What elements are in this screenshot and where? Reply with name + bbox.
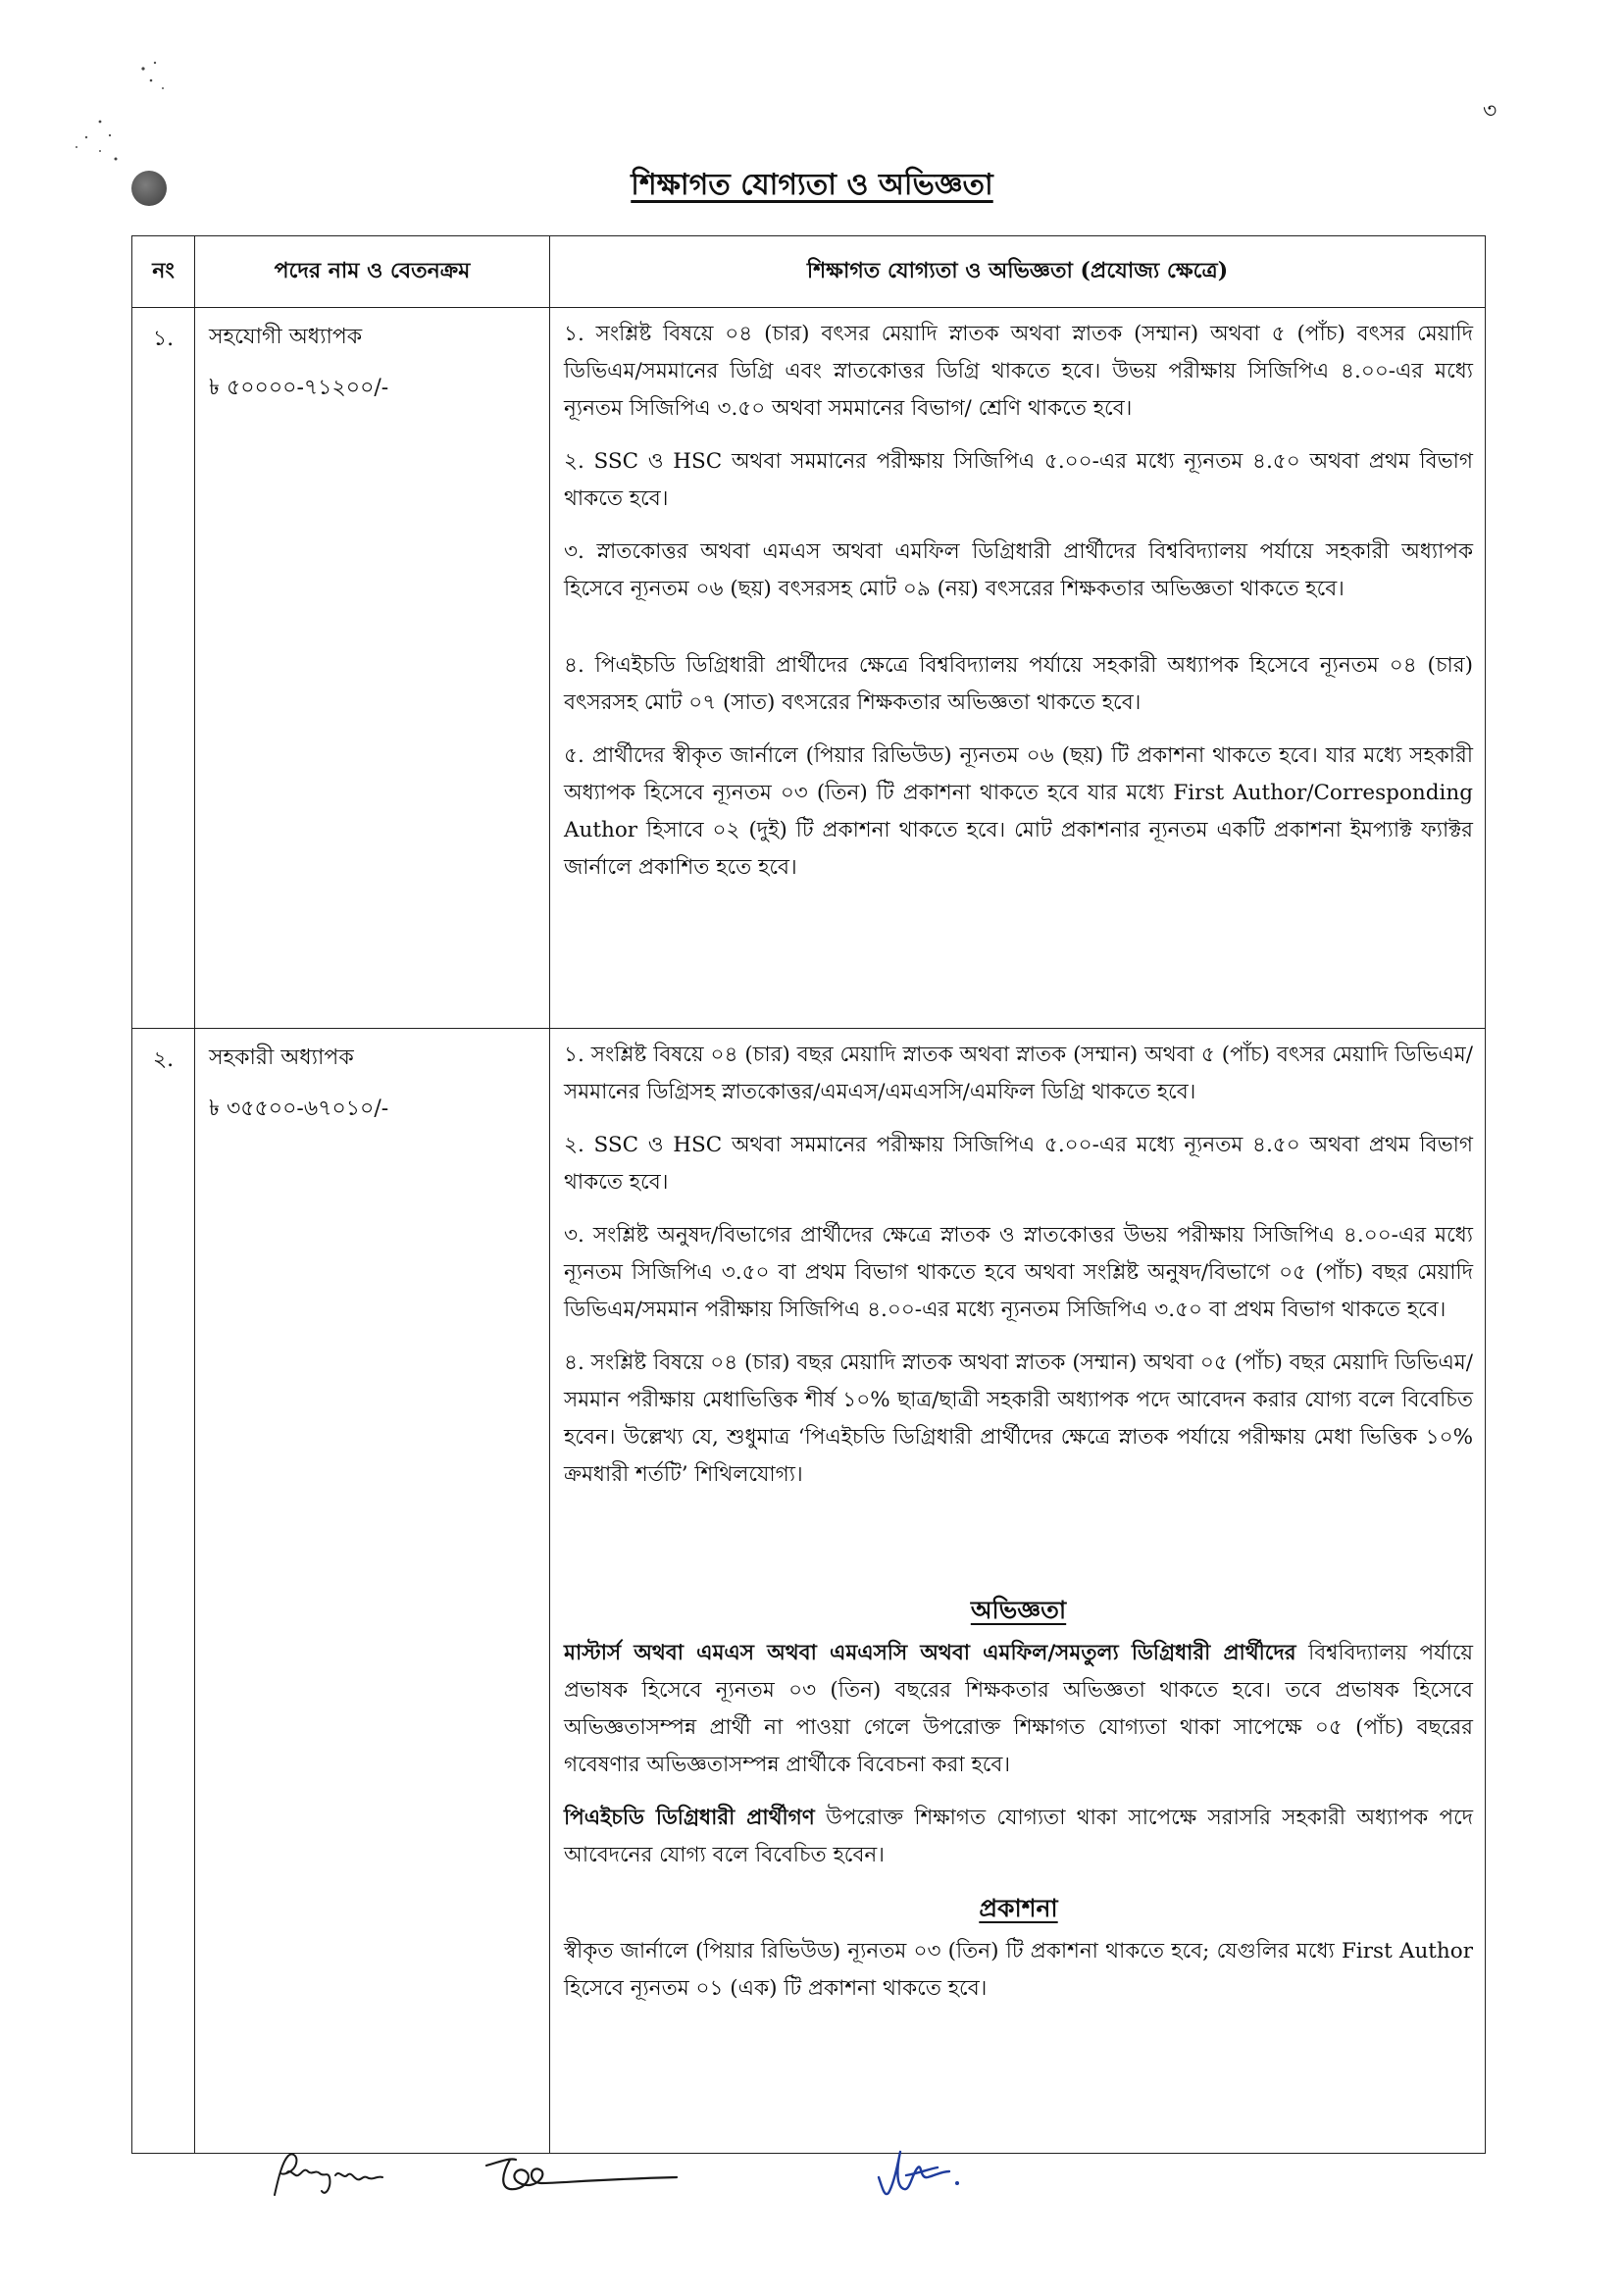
row-serial: ১. (132, 308, 195, 1029)
page-title: শিক্ষাগত যোগ্যতা ও অভিজ্ঞতা (631, 168, 993, 202)
qualification-cell (550, 308, 1486, 1029)
phd-lead: পিএইচডি ডিগ্রিধারী প্রার্থীগণ (564, 1806, 815, 1830)
phd-paragraph (564, 1800, 1473, 1874)
pay-scale: ৳ ৫০০০০-৭১২০০/- (209, 376, 389, 400)
row-serial: ২. (132, 1029, 195, 2154)
post-cell (195, 1029, 550, 2154)
header-qualification: শিক্ষাগত যোগ্যতা ও অভিজ্ঞতা (প্রযোজ্য ক্ষেত্রে) (550, 236, 1486, 308)
post-cell (195, 308, 550, 1029)
experience-text: বিশ্ববিদ্যালয় পর্যায়ে প্রভাষক হিসেবে ন্যূনতম ০৩ (তিন) বছরের শিক্ষকতার অভিজ্ঞতা থাকতে হবে। তবে প্রভাষক হিসেবে অভিজ্ঞতাসম্পন্ন প্রার্থী না পাওয়া গেলে উপরোক্ত শিক্ষাগত যোগ্যতা থাকা সাপেক্ষে ০৫ (পাঁচ) বছরের গবেষণার অভিজ্ঞতাসম্পন্ন প্রার্থীকে বিবেচনা করা হবে। (564, 1641, 1474, 1777)
signature-2 (481, 2144, 686, 2203)
experience-lead: মাস্টার্স অথবা এমএস অথবা এমএসসি অথবা এমফিল/সমতুল্য ডিগ্রিধারী প্রার্থীদের (564, 1641, 1296, 1665)
qualification-point: ৪. পিএইচডি ডিগ্রিধারী প্রার্থীদের ক্ষেত্রে বিশ্ববিদ্যালয় পর্যায়ে সহকারী অধ্যাপক হিসেবে ন্যূনতম ০৪ (চার) বৎসরসহ মোট ০৭ (সাত) বৎসরের শিক্ষকতার অভিজ্ঞতা থাকতে হবে। (564, 653, 1473, 715)
qualification-point: ২. SSC ও HSC অথবা সমমানের পরীক্ষায় সিজিপিএ ৫.০০-এর মধ্যে ন্যূনতম ৪.৫০ অথবা প্রথম বিভাগ থাকতে হবে। (564, 449, 1473, 511)
qualification-point: ৩. সংশ্লিষ্ট অনুষদ/বিভাগের প্রার্থীদের ক্ষেত্রে স্নাতক ও স্নাতকোত্তর উভয় পরীক্ষায় সিজিপিএ ৪.০০-এর মধ্যে ন্যূনতম সিজিপিএ ৩.৫০ বা প্রথম বিভাগ থাকতে হবে অথবা সংশ্লিষ্ট অনুষদ/বিভাগে ০৫ (পাঁচ) বছর মেয়াদি ডিভিএম/সমমান পরীক্ষায় সিজিপিএ ৪.০০-এর মধ্যে ন্যূনতম সিজিপিএ ৩.৫০ বা প্রথম বিভাগ থাকতে হবে। (564, 1223, 1473, 1322)
publication-text: স্বীকৃত জার্নালে (পিয়ার রিভিউড) ন্যূনতম ০৩ (তিন) টি প্রকাশনা থাকতে হবে; যেগুলির মধ্যে First Author হিসেবে ন্যূনতম ০১ (এক) টি প্রকাশনা থাকতে হবে। (564, 1939, 1473, 2001)
signature-area (0, 2138, 1624, 2256)
qualification-point: ১. সংশ্লিষ্ট বিষয়ে ০৪ (চার) বৎসর মেয়াদি স্নাতক অথবা স্নাতক (সম্মান) অথবা ৫ (পাঁচ) বৎসর মেয়াদি ডিভিএম/সমমানের ডিগ্রি এবং স্নাতকোত্তর ডিগ্রি থাকতে হবে। উভয় পরীক্ষায় সিজিপিএ ৪.০০-এর মধ্যে ন্যূনতম সিজিপিএ ৩.৫০ অথবা সমমানের বিভাগ/ শ্রেণি থাকতে হবে। (564, 322, 1473, 421)
pay-scale: ৳ ৩৫৫০০-৬৭০১০/- (209, 1096, 389, 1121)
qualification-point: ৪. সংশ্লিষ্ট বিষয়ে ০৪ (চার) বছর মেয়াদি স্নাতক অথবা স্নাতক (সম্মান) অথবা ০৫ (পাঁচ) বছর মেয়াদি ডিভিএম/সমমান পরীক্ষায় মেধাভিত্তিক শীর্ষ ১০% ছাত্র/ছাত্রী সহকারী অধ্যাপক পদে আবেদন করার যোগ্য বলে বিবেচিত হবেন। উল্লেখ্য যে, শুধুমাত্র ‘পিএইচডি ডিগ্রিধারী প্রার্থীদের ক্ষেত্রে স্নাতক পর্যায়ে পরীক্ষায় মেধা ভিত্তিক ১০% ক্রমধারী শর্তটি’ শিথিলযোগ্য। (564, 1351, 1473, 1487)
table-row (132, 1029, 1486, 2154)
qualification-point: ১. সংশ্লিষ্ট বিষয়ে ০৪ (চার) বছর মেয়াদি স্নাতক অথবা স্নাতক (সম্মান) অথবা ৫ (পাঁচ) বৎসর মেয়াদি ডিভিএম/সমমানের ডিগ্রিসহ স্নাতকোত্তর/এমএস/এমএসসি/এমফিল ডিগ্রি থাকতে হবে। (564, 1043, 1473, 1104)
page-number: ৩ (1483, 99, 1497, 124)
qualification-point: ২. SSC ও HSC অথবা সমমানের পরীক্ষায় সিজিপিএ ৫.০০-এর মধ্যে ন্যূনতম ৪.৫০ অথবা প্রথম বিভাগ থাকতে হবে। (564, 1133, 1473, 1195)
header-post: পদের নাম ও বেতনক্রম (195, 236, 550, 308)
experience-paragraph (564, 1635, 1473, 1784)
signature-3 (867, 2138, 975, 2207)
publication-heading: প্রকাশনা (979, 1894, 1058, 1922)
qualification-point: ৫. প্রার্থীদের স্বীকৃত জার্নালে (পিয়ার রিভিউড) ন্যূনতম ০৬ (ছয়) টি প্রকাশনা থাকতে হবে। যার মধ্যে সহকারী অধ্যাপক হিসেবে ন্যূনতম ০৩ (তিন) টি প্রকাশনা থাকতে হবে যার মধ্যে First Author/Corresponding Author হিসাবে ০২ (দুই) টি প্রকাশনা থাকতে হবে। মোট প্রকাশনার ন্যূনতম একটি প্রকাশনা ইমপ্যাক্ট ফ্যাক্টর জার্নালে প্রকাশিত হতে হবে। (564, 743, 1473, 880)
post-name: সহকারী অধ্যাপক (209, 1045, 354, 1070)
phd-text: উপরোক্ত শিক্ষাগত যোগ্যতা থাকা সাপেক্ষে সরাসরি সহকারী অধ্যাপক পদে আবেদনের যোগ্য বলে বিবেচিত হবেন। (564, 1806, 1473, 1867)
qualification-table (131, 235, 1486, 2154)
experience-heading: অভিজ্ঞতা (970, 1596, 1067, 1624)
signature-1 (265, 2148, 402, 2207)
table-header-row (132, 236, 1486, 308)
table-row (132, 308, 1486, 1029)
qualification-cell (550, 1029, 1486, 2154)
post-name: সহযোগী অধ্যাপক (209, 325, 363, 349)
header-serial: নং (132, 236, 195, 308)
qualification-point: ৩. স্নাতকোত্তর অথবা এমএস অথবা এমফিল ডিগ্রিধারী প্রার্থীদের বিশ্ববিদ্যালয় পর্যায়ে সহকারী অধ্যাপক হিসেবে ন্যূনতম ০৬ (ছয়) বৎসরসহ মোট ০৯ (নয়) বৎসরের শিক্ষকতার অভিজ্ঞতা থাকতে হবে। (564, 539, 1473, 601)
